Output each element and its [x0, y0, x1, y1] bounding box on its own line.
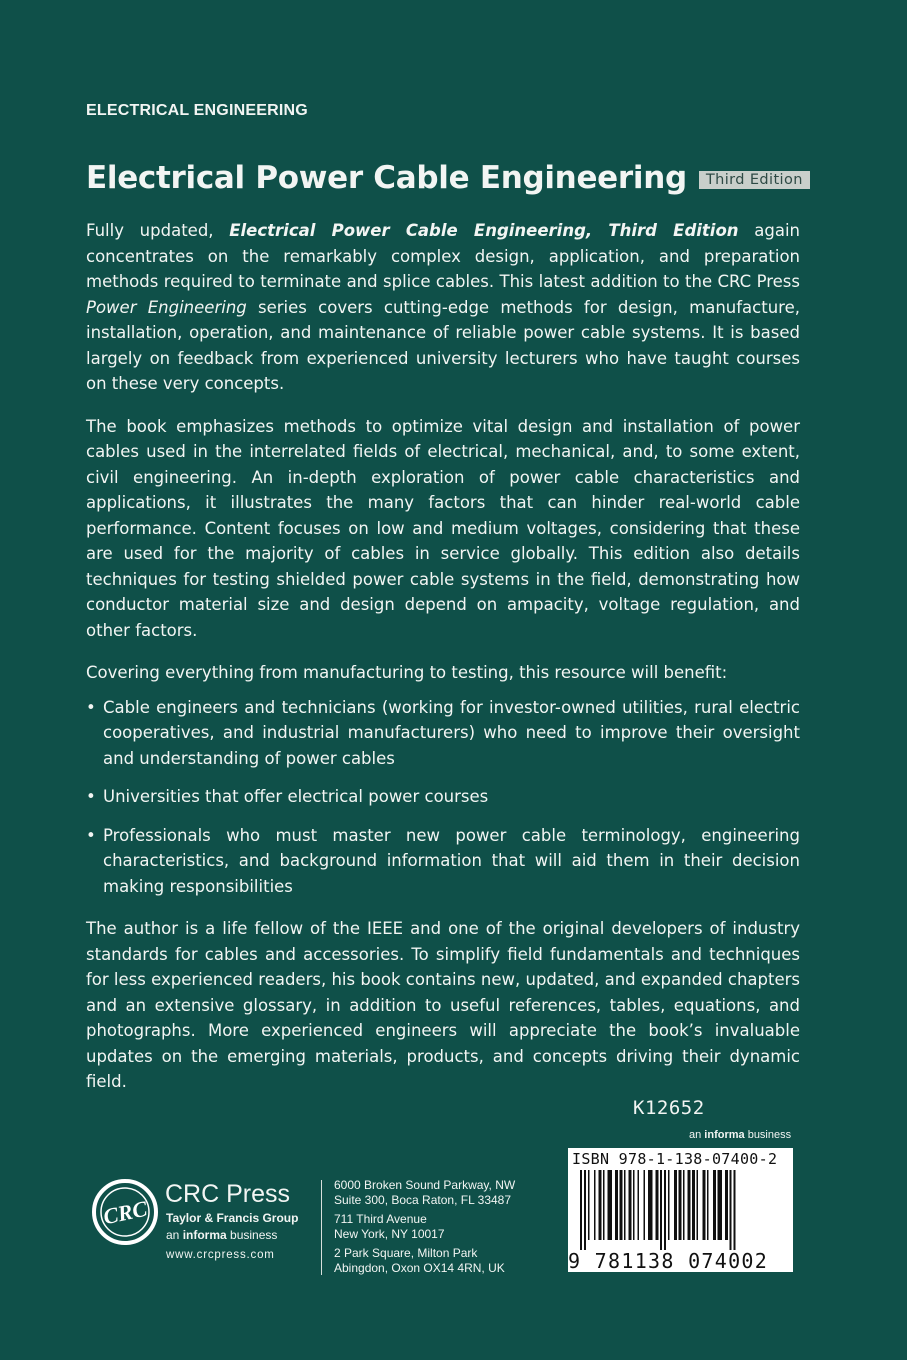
address-line: 2 Park Square, Milton Park: [334, 1246, 478, 1260]
barcode-bar: [624, 1170, 626, 1240]
barcode-bar: [580, 1170, 582, 1250]
list-item: [86, 784, 800, 810]
barcode-bar: [734, 1170, 736, 1250]
intro-series-name: Power Engineering: [86, 297, 247, 317]
barcode-bar: [599, 1170, 602, 1240]
publisher-informa: an informa business: [166, 1228, 278, 1242]
barcode-bar: [644, 1170, 646, 1240]
barcode-bar: [679, 1170, 682, 1240]
barcode-bar: [674, 1170, 677, 1240]
paragraph-emphasis: The book emphasizes methods to optimize vital design and installation of power cables used in the interrelated fields of electrical, mechanical, and, to some extent, civil engineering. An in-depth exploration of power cable characteristics and applications, it illustrates the many factors that can hinder real-world cable performance. Content focuses on low and medium voltages, considering that these are used for the majority of cables in service globally. This edition also details techniques for testing shielded power cable systems in the field, demonstrating how conductor material size and design depend on ampacity, voltage regulation, and other factors.: [86, 416, 800, 640]
publisher-name: CRC Press: [165, 1180, 291, 1208]
intro-text-1: Fully updated,: [86, 221, 230, 240]
publisher-url: www.crcpress.com: [166, 1249, 275, 1261]
isbn-digits: 9 781138 074002: [568, 1249, 769, 1273]
barcode-bar: [713, 1170, 716, 1240]
barcode-bar: [688, 1170, 691, 1240]
barcode-bar: [703, 1170, 706, 1240]
list-item-text: Universities that offer electrical power courses: [103, 787, 489, 806]
address-line: Abingdon, Oxon OX14 4RN, UK: [334, 1260, 505, 1275]
barcode-bar: [656, 1170, 659, 1240]
bullet-icon: •: [86, 697, 96, 717]
publisher-group: Taylor & Francis Group: [166, 1211, 299, 1225]
list-item: [86, 695, 800, 772]
intro-text-2: again concentrates on the remarkably complex design, application, and preparation methods required to terminate and splice cables. This latest addition to the CRC Press: [86, 221, 800, 291]
description: [86, 218, 800, 1112]
barcode-bar: [603, 1170, 605, 1240]
category-label: ELECTRICAL ENGINEERING: [86, 102, 308, 119]
product-code: K12652: [633, 1097, 705, 1119]
barcode-bar: [683, 1170, 685, 1240]
barcode-bar: [594, 1170, 596, 1240]
bullet-icon: •: [86, 787, 96, 806]
barcode-bar: [638, 1170, 640, 1240]
address-line: Suite 300, Boca Raton, FL 33487: [334, 1192, 512, 1207]
barcode-bar: [648, 1170, 653, 1240]
address-line: New York, NY 10017: [334, 1226, 445, 1241]
barcode-bar: [620, 1170, 623, 1240]
barcode-bar: [588, 1170, 590, 1240]
barcode-bar: [725, 1170, 728, 1240]
barcode-bar: [718, 1170, 723, 1240]
isbn-barcode: [568, 1148, 793, 1272]
barcode-bar: [629, 1170, 632, 1240]
book-title: Electrical Power Cable Engineering: [86, 160, 687, 196]
list-item-text: Professionals who must master new power cable terminology, engineering characteristics, and background information that will aid them in their decision making responsibilities: [103, 825, 800, 896]
title-row: [86, 160, 810, 196]
publisher-addresses: [334, 1178, 515, 1275]
isbn-label: ISBN 978-1-138-07400-2: [572, 1150, 778, 1168]
bullet-icon: •: [86, 825, 96, 845]
paragraph-intro: [86, 218, 800, 397]
barcode-bar: [697, 1170, 699, 1240]
address-line: 6000 Broken Sound Parkway, NW: [334, 1178, 516, 1192]
address-line: 711 Third Avenue: [334, 1212, 427, 1226]
informa-tagline: an informa business: [689, 1129, 792, 1141]
barcode-bar: [615, 1170, 618, 1240]
barcode-bar: [660, 1170, 662, 1250]
edition-badge: Third Edition: [699, 171, 810, 189]
barcode-bar: [730, 1170, 732, 1250]
paragraph-author: The author is a life fellow of the IEEE and one of the original developers of industry standards for cables and accessories. To simplify field fundamentals and techniques for less experienced readers, his book contains new, updated, and expanded chapters and an extensive glossary, in addition to useful references, tables, equations, and photographs. More experienced engineers will appreciate the book’s invaluable updates on the emerging materials, products, and concepts driving their dynamic field.: [86, 919, 800, 1091]
list-item: [86, 823, 800, 900]
barcode-bar: [584, 1170, 586, 1250]
barcode-bars: [580, 1170, 780, 1250]
crc-logo-text: CRC: [100, 1195, 150, 1230]
barcode-bar: [633, 1170, 635, 1240]
barcode-bar: [668, 1170, 670, 1240]
intro-book-title: Electrical Power Cable Engineering, Third Edition: [229, 221, 739, 240]
barcode-bar: [664, 1170, 666, 1250]
address-divider: [321, 1180, 322, 1275]
crc-logo-icon: [90, 1177, 160, 1247]
paragraph-benefit-intro: Covering everything from manufacturing to testing, this resource will benefit:: [86, 663, 728, 682]
barcode-bar: [692, 1170, 695, 1240]
barcode-bar: [707, 1170, 709, 1240]
list-item-text: Cable engineers and technicians (working for investor-owned utilities, rural electric cooperatives, and industrial manufacturers) who need to improve their oversight and understanding of power cables: [103, 697, 800, 768]
barcode-bar: [608, 1170, 613, 1240]
intro-text-3: series covers cutting-edge methods for design, manufacture, installation, operation, and maintenance of reliable power cable systems. It is based largely on feedback from experienced university lecturers who have taught courses on these very concepts.: [86, 297, 800, 393]
benefit-list: [86, 695, 800, 900]
